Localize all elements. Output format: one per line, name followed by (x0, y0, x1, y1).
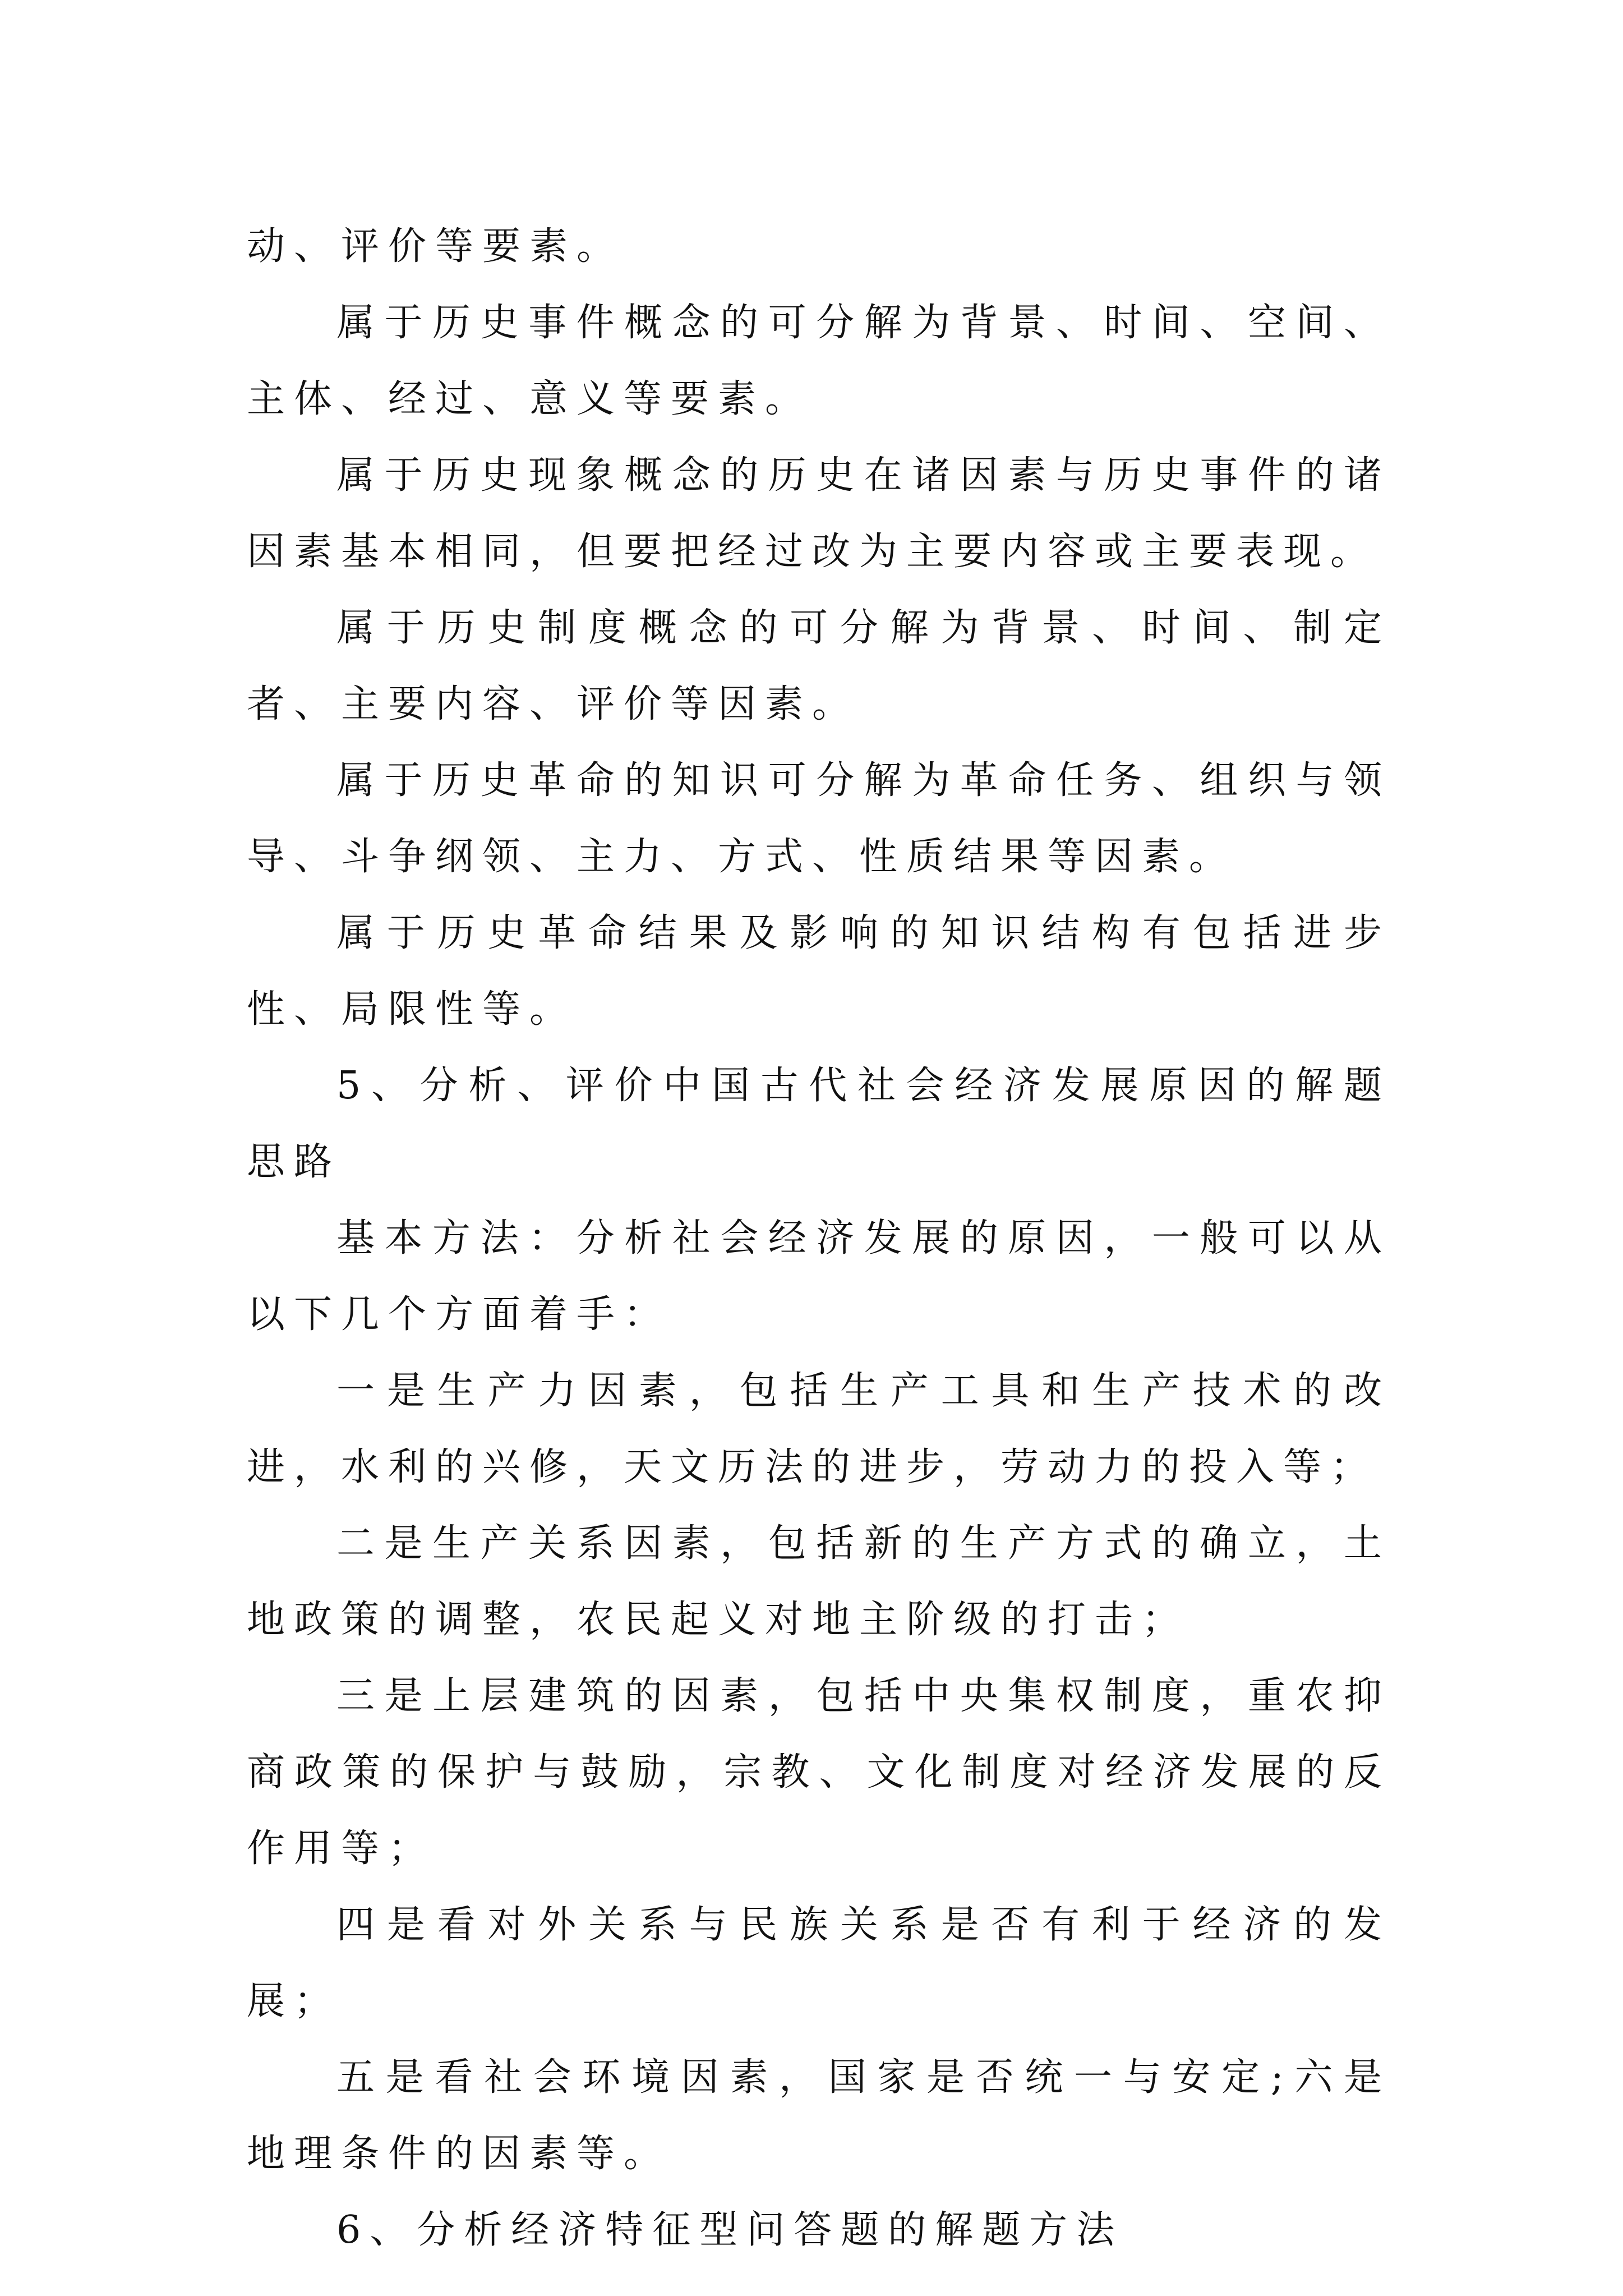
paragraph: 属于历史现象概念的历史在诸因素与历史事件的诸因素基本相同，但要把经过改为主要内容或主要表现。 (247, 453, 1391, 574)
document-body (247, 209, 1391, 2269)
paragraph: 属于历史制度概念的可分解为背景、时间、制定者、主要内容、评价等因素。 (247, 606, 1391, 726)
paragraph: 四是看对外关系与民族关系是否有利于经济的发展； (247, 1903, 1391, 2023)
section-heading: 5、分析、评价中国古代社会经济发展原因的解题思路 (247, 1064, 1391, 1184)
paragraph: 基本方法：分析社会经济发展的原因，一般可以从以下几个方面着手： (247, 1216, 1391, 1337)
paragraph: 属于历史革命的知识可分解为革命任务、组织与领导、斗争纲领、主力、方式、性质结果等因素。 (247, 758, 1391, 879)
paragraph: 属于历史事件概念的可分解为背景、时间、空间、主体、经过、意义等要素。 (247, 301, 1391, 421)
paragraph: 三是上层建筑的因素，包括中央集权制度，重农抑商政策的保护与鼓励，宗教、文化制度对经济发展的反作用等； (247, 1674, 1391, 1871)
section-heading: 6、分析经济特征型问答题的解题方法 (336, 2208, 1124, 2252)
paragraph: 一是生产力因素，包括生产工具和生产技术的改进，水利的兴修，天文历法的进步，劳动力的投入等； (247, 1369, 1391, 1489)
paragraph: 动、评价等要素。 (247, 224, 624, 269)
paragraph: 属于历史革命结果及影响的知识结构有包括进步性、局限性等。 (247, 911, 1391, 1032)
paragraph: 五是看社会环境因素，国家是否统一与安定;六是地理条件的因素等。 (247, 2055, 1391, 2176)
paragraph: 二是生产关系因素，包括新的生产方式的确立，土地政策的调整，农民起义对地主阶级的打击； (247, 1521, 1391, 1642)
